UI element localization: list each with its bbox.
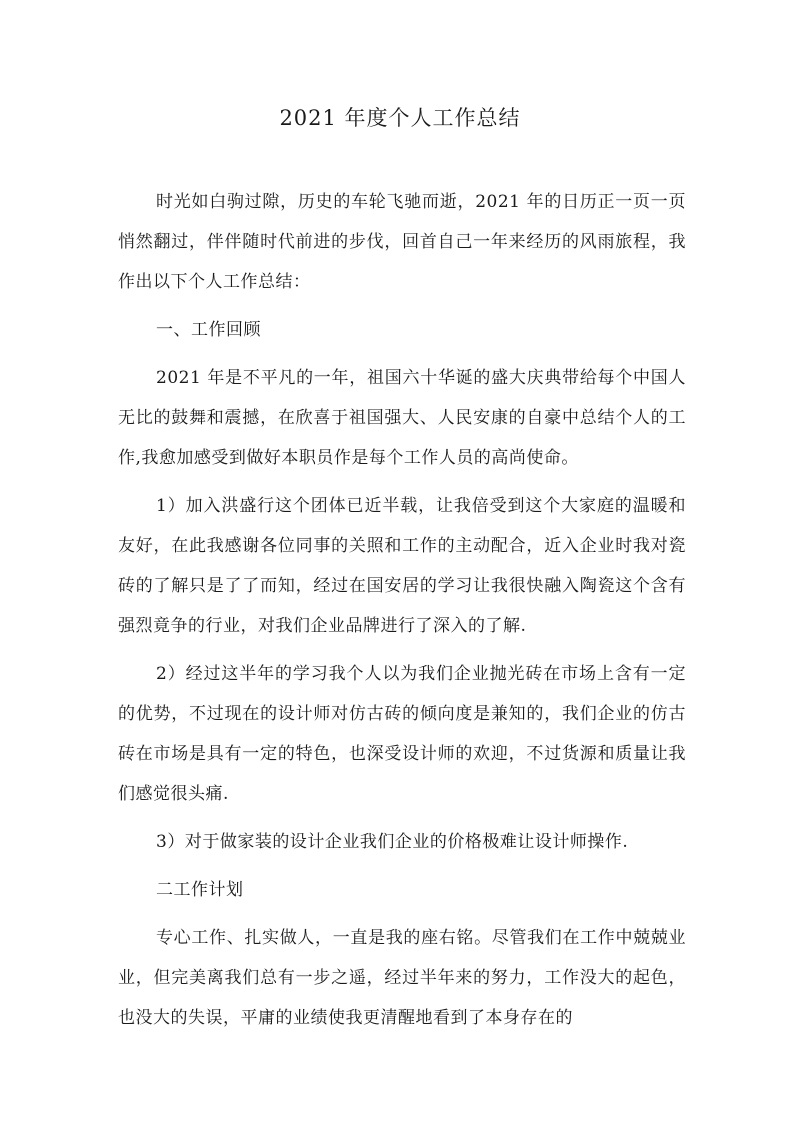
- document-title: 2021 年度个人工作总结: [279, 106, 521, 130]
- plan-paragraph: 专心工作、扎实做人，一直是我的座右铭。尽管我们在工作中兢兢业业，但完美离我们总有一步之遥，经过半年来的努力，工作没大的起色，也没大的失误，平庸的业绩使我更清醒地看到了本身存在的: [118, 928, 686, 1028]
- review-paragraph: 2021 年是不平凡的一年，祖国六十华诞的盛大庆典带给每个中国人无比的鼓舞和震撼，在欣喜于祖国强大、人民安康的自豪中总结个人的工作,我愈加感受到做好本职员作是每个工作人员的高尚使命。: [118, 368, 686, 468]
- intro-paragraph: 时光如白驹过隙，历史的车轮飞驰而逝，2021 年的日历正一页一页悄然翻过，伴伴随时代前进的步伐，回首自己一年来经历的风雨旅程，我作出以下个人工作总结：: [118, 192, 686, 292]
- section-heading-work-review: 一、工作回顾: [156, 320, 261, 340]
- review-item-1: 1）加入洪盛行这个团体已近半载，让我倍受到这个大家庭的温暖和友好，在此我感谢各位同事的关照和工作的主动配合，近入企业时我对瓷砖的了解只是了了而知，经过在国安居的学习让我很快融入陶瓷这个含有强烈竟争的行业，对我们企业品牌进行了深入的了解.: [118, 496, 686, 636]
- document-body: [118, 182, 686, 1046]
- section-heading-work-plan: 二工作计划: [156, 880, 244, 900]
- review-item-2: 2）经过这半年的学习我个人以为我们企业抛光砖在市场上含有一定的优势，不过现在的设计师对仿古砖的倾向度是兼知的，我们企业的仿古砖在市场是具有一定的特色，也深受设计师的欢迎，不过货源和质量让我们感觉很头痛.: [118, 664, 686, 804]
- review-item-3: 3）对于做家装的设计企业我们企业的价格极难让设计师操作.: [156, 832, 629, 852]
